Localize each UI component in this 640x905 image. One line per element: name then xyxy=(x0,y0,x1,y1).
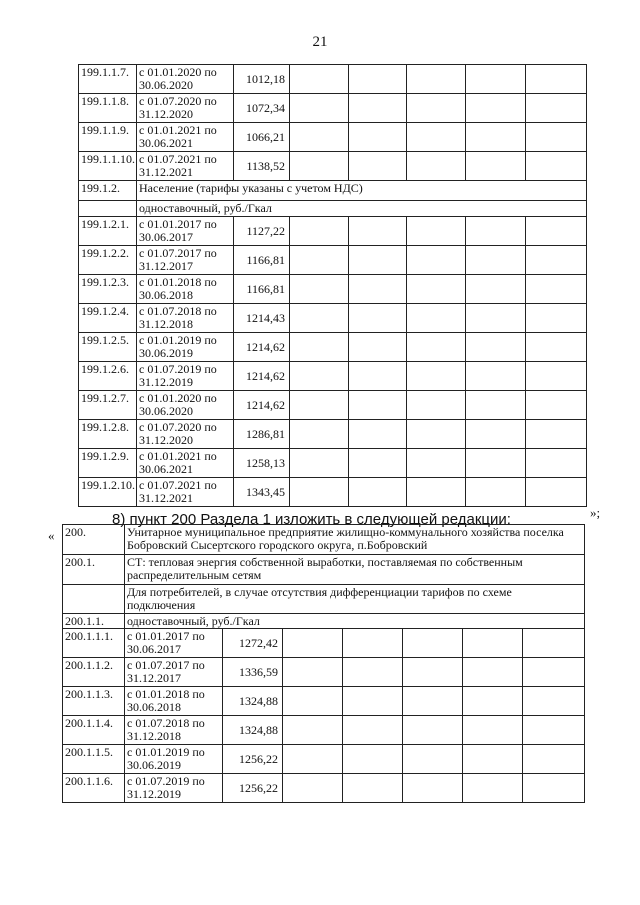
row-code: 200.1.1.1. xyxy=(63,629,125,658)
empty-cell xyxy=(349,123,407,152)
org-name: Унитарное муниципальное предприятие жилищно-коммунального хозяйства поселка Бобровский Сысертского городского округа, п.Бобровский xyxy=(125,525,585,555)
empty-cell xyxy=(407,391,466,420)
empty-cell xyxy=(407,362,466,391)
empty-cell xyxy=(290,246,349,275)
table-row xyxy=(63,774,585,803)
empty-cell xyxy=(349,152,407,181)
section-subtitle-row xyxy=(79,201,587,217)
row-value: 1066,21 xyxy=(234,123,290,152)
row-value: 1166,81 xyxy=(234,275,290,304)
empty-cell xyxy=(463,774,523,803)
empty-cell xyxy=(526,478,587,507)
service-row xyxy=(63,555,585,585)
empty-cell xyxy=(466,304,526,333)
empty-cell xyxy=(407,478,466,507)
empty-cell xyxy=(466,65,526,94)
row-period: с 01.01.2021 по 30.06.2021 xyxy=(137,123,234,152)
empty-cell xyxy=(343,629,403,658)
empty-cell xyxy=(283,716,343,745)
row-code: 199.1.2.3. xyxy=(79,275,137,304)
empty-cell xyxy=(407,217,466,246)
table-bottom-rows xyxy=(63,629,585,803)
row-period: с 01.07.2019 по 31.12.2019 xyxy=(137,362,234,391)
empty-cell xyxy=(290,362,349,391)
empty-cell xyxy=(466,246,526,275)
service-code: 200.1. xyxy=(63,555,125,585)
empty-cell xyxy=(407,94,466,123)
row-code: 199.1.1.7. xyxy=(79,65,137,94)
table-row xyxy=(63,658,585,687)
empty-cell xyxy=(407,152,466,181)
empty-cell xyxy=(343,774,403,803)
row-value: 1256,22 xyxy=(223,745,283,774)
empty-cell xyxy=(283,745,343,774)
row-code: 200.1.1.5. xyxy=(63,745,125,774)
row-period: с 01.01.2021 по 30.06.2021 xyxy=(137,449,234,478)
empty-cell xyxy=(290,65,349,94)
empty-cell xyxy=(349,246,407,275)
section-subtitle-empty xyxy=(79,201,137,217)
empty-cell xyxy=(349,217,407,246)
row-value: 1127,22 xyxy=(234,217,290,246)
empty-cell xyxy=(466,94,526,123)
empty-cell xyxy=(349,362,407,391)
row-code: 199.1.2.6. xyxy=(79,362,137,391)
row-code: 200.1.1.3. xyxy=(63,687,125,716)
table-row xyxy=(79,449,587,478)
empty-cell xyxy=(526,152,587,181)
table-row xyxy=(63,629,585,658)
table-row xyxy=(79,333,587,362)
table-row xyxy=(79,65,587,94)
empty-cell xyxy=(349,478,407,507)
opening-quote: « xyxy=(48,528,55,543)
empty-cell xyxy=(290,123,349,152)
empty-cell xyxy=(526,304,587,333)
empty-cell xyxy=(403,629,463,658)
table-row xyxy=(79,123,587,152)
empty-cell xyxy=(526,65,587,94)
empty-cell xyxy=(526,275,587,304)
empty-cell xyxy=(343,745,403,774)
empty-cell xyxy=(407,304,466,333)
empty-cell xyxy=(290,275,349,304)
row-period: с 01.07.2020 по 31.12.2020 xyxy=(137,94,234,123)
empty-cell xyxy=(466,333,526,362)
section-title: Население (тарифы указаны с учетом НДС) xyxy=(137,181,587,201)
table-row xyxy=(79,304,587,333)
empty-cell xyxy=(403,774,463,803)
empty-cell xyxy=(466,217,526,246)
row-value: 1072,34 xyxy=(234,94,290,123)
row-period: с 01.01.2020 по 30.06.2020 xyxy=(137,391,234,420)
row-code: 199.1.2.1. xyxy=(79,217,137,246)
row-value: 1336,59 xyxy=(223,658,283,687)
row-code: 200.1.1.2. xyxy=(63,658,125,687)
consumers-code-empty xyxy=(63,585,125,614)
empty-cell xyxy=(463,687,523,716)
row-code: 199.1.1.10. xyxy=(79,152,137,181)
section-subtitle: одноставочный, руб./Гкал xyxy=(137,201,587,217)
row-period: с 01.07.2021 по 31.12.2021 xyxy=(137,152,234,181)
empty-cell xyxy=(343,658,403,687)
row-code: 199.1.2.8. xyxy=(79,420,137,449)
row-period: с 01.07.2018 по 31.12.2018 xyxy=(125,716,223,745)
empty-cell xyxy=(343,716,403,745)
empty-cell xyxy=(349,94,407,123)
table-top-rows-population xyxy=(79,217,587,507)
row-value: 1214,62 xyxy=(234,362,290,391)
row-value: 1286,81 xyxy=(234,420,290,449)
consumers-row xyxy=(63,585,585,614)
empty-cell xyxy=(349,391,407,420)
table-row xyxy=(63,745,585,774)
rate-description: одноставочный, руб./Гкал xyxy=(125,614,585,629)
empty-cell xyxy=(526,362,587,391)
row-period: с 01.07.2017 по 31.12.2017 xyxy=(137,246,234,275)
service-description: СТ: тепловая энергия собственной выработки, поставляемая по собственным распределительным сетям xyxy=(125,555,585,585)
row-value: 1258,13 xyxy=(234,449,290,478)
row-code: 200.1.1.4. xyxy=(63,716,125,745)
empty-cell xyxy=(526,391,587,420)
empty-cell xyxy=(407,246,466,275)
row-value: 1214,43 xyxy=(234,304,290,333)
row-period: с 01.07.2019 по 31.12.2019 xyxy=(125,774,223,803)
empty-cell xyxy=(466,275,526,304)
empty-cell xyxy=(403,687,463,716)
row-period: с 01.01.2019 по 30.06.2019 xyxy=(125,745,223,774)
empty-cell xyxy=(526,449,587,478)
row-code: 199.1.2.2. xyxy=(79,246,137,275)
empty-cell xyxy=(283,658,343,687)
empty-cell xyxy=(466,362,526,391)
row-period: с 01.07.2021 по 31.12.2021 xyxy=(137,478,234,507)
row-code: 200.1.1.6. xyxy=(63,774,125,803)
org-row xyxy=(63,525,585,555)
empty-cell xyxy=(463,658,523,687)
empty-cell xyxy=(407,123,466,152)
table-row xyxy=(79,152,587,181)
row-period: с 01.01.2017 по 30.06.2017 xyxy=(125,629,223,658)
empty-cell xyxy=(526,123,587,152)
empty-cell xyxy=(523,716,585,745)
row-code: 199.1.2.5. xyxy=(79,333,137,362)
row-value: 1324,88 xyxy=(223,716,283,745)
empty-cell xyxy=(349,449,407,478)
empty-cell xyxy=(407,420,466,449)
row-value: 1214,62 xyxy=(234,333,290,362)
empty-cell xyxy=(466,123,526,152)
empty-cell xyxy=(523,745,585,774)
row-period: с 01.01.2020 по 30.06.2020 xyxy=(137,65,234,94)
rate-code: 200.1.1. xyxy=(63,614,125,629)
empty-cell xyxy=(349,275,407,304)
empty-cell xyxy=(283,687,343,716)
empty-cell xyxy=(290,333,349,362)
empty-cell xyxy=(523,774,585,803)
table-row xyxy=(79,275,587,304)
tariff-table-200 xyxy=(62,524,585,803)
closing-quote: »; xyxy=(590,505,601,520)
empty-cell xyxy=(290,420,349,449)
row-value: 1166,81 xyxy=(234,246,290,275)
row-period: с 01.01.2017 по 30.06.2017 xyxy=(137,217,234,246)
row-code: 199.1.2.10. xyxy=(79,478,137,507)
empty-cell xyxy=(526,94,587,123)
empty-cell xyxy=(349,333,407,362)
consumers-description: Для потребителей, в случае отсутствия дифференциации тарифов по схеме подключения xyxy=(125,585,585,614)
empty-cell xyxy=(526,333,587,362)
row-code: 199.1.2.7. xyxy=(79,391,137,420)
rate-row xyxy=(63,614,585,629)
empty-cell xyxy=(343,687,403,716)
row-value: 1272,42 xyxy=(223,629,283,658)
empty-cell xyxy=(290,478,349,507)
empty-cell xyxy=(526,246,587,275)
table-row xyxy=(63,687,585,716)
row-value: 1012,18 xyxy=(234,65,290,94)
empty-cell xyxy=(349,65,407,94)
tariff-table-199 xyxy=(78,64,587,507)
empty-cell xyxy=(463,745,523,774)
empty-cell xyxy=(463,629,523,658)
empty-cell xyxy=(526,420,587,449)
table-top-section xyxy=(79,181,587,217)
empty-cell xyxy=(466,391,526,420)
row-code: 199.1.2.9. xyxy=(79,449,137,478)
empty-cell xyxy=(407,275,466,304)
empty-cell xyxy=(349,420,407,449)
empty-cell xyxy=(523,658,585,687)
row-code: 199.1.1.9. xyxy=(79,123,137,152)
row-value: 1324,88 xyxy=(223,687,283,716)
empty-cell xyxy=(403,658,463,687)
empty-cell xyxy=(523,629,585,658)
section-code: 199.1.2. xyxy=(79,181,137,201)
empty-cell xyxy=(523,687,585,716)
empty-cell xyxy=(407,65,466,94)
org-code: 200. xyxy=(63,525,125,555)
empty-cell xyxy=(349,304,407,333)
empty-cell xyxy=(283,629,343,658)
empty-cell xyxy=(407,333,466,362)
table-row xyxy=(63,716,585,745)
section-row xyxy=(79,181,587,201)
table-row xyxy=(79,420,587,449)
row-value: 1138,52 xyxy=(234,152,290,181)
row-value: 1214,62 xyxy=(234,391,290,420)
page-number: 21 xyxy=(312,34,328,50)
row-value: 1256,22 xyxy=(223,774,283,803)
empty-cell xyxy=(407,449,466,478)
empty-cell xyxy=(466,449,526,478)
table-row xyxy=(79,391,587,420)
row-code: 199.1.2.4. xyxy=(79,304,137,333)
row-period: с 01.07.2020 по 31.12.2020 xyxy=(137,420,234,449)
table-bottom-header xyxy=(63,525,585,629)
empty-cell xyxy=(526,217,587,246)
empty-cell xyxy=(290,152,349,181)
empty-cell xyxy=(283,774,343,803)
row-period: с 01.01.2018 по 30.06.2018 xyxy=(125,687,223,716)
row-period: с 01.01.2018 по 30.06.2018 xyxy=(137,275,234,304)
empty-cell xyxy=(466,478,526,507)
empty-cell xyxy=(290,304,349,333)
empty-cell xyxy=(290,391,349,420)
empty-cell xyxy=(466,152,526,181)
table-row xyxy=(79,362,587,391)
empty-cell xyxy=(290,94,349,123)
empty-cell xyxy=(290,217,349,246)
row-period: с 01.07.2018 по 31.12.2018 xyxy=(137,304,234,333)
table-row xyxy=(79,94,587,123)
row-period: с 01.07.2017 по 31.12.2017 xyxy=(125,658,223,687)
table-top-rows xyxy=(79,65,587,181)
empty-cell xyxy=(466,420,526,449)
row-period: с 01.01.2019 по 30.06.2019 xyxy=(137,333,234,362)
empty-cell xyxy=(463,716,523,745)
empty-cell xyxy=(403,716,463,745)
empty-cell xyxy=(403,745,463,774)
table-row xyxy=(79,217,587,246)
table-row xyxy=(79,246,587,275)
row-code: 199.1.1.8. xyxy=(79,94,137,123)
table-row xyxy=(79,478,587,507)
instruction-text: 8) пункт 200 Раздела 1 изложить в следующей редакции: xyxy=(112,511,511,528)
empty-cell xyxy=(290,449,349,478)
row-value: 1343,45 xyxy=(234,478,290,507)
